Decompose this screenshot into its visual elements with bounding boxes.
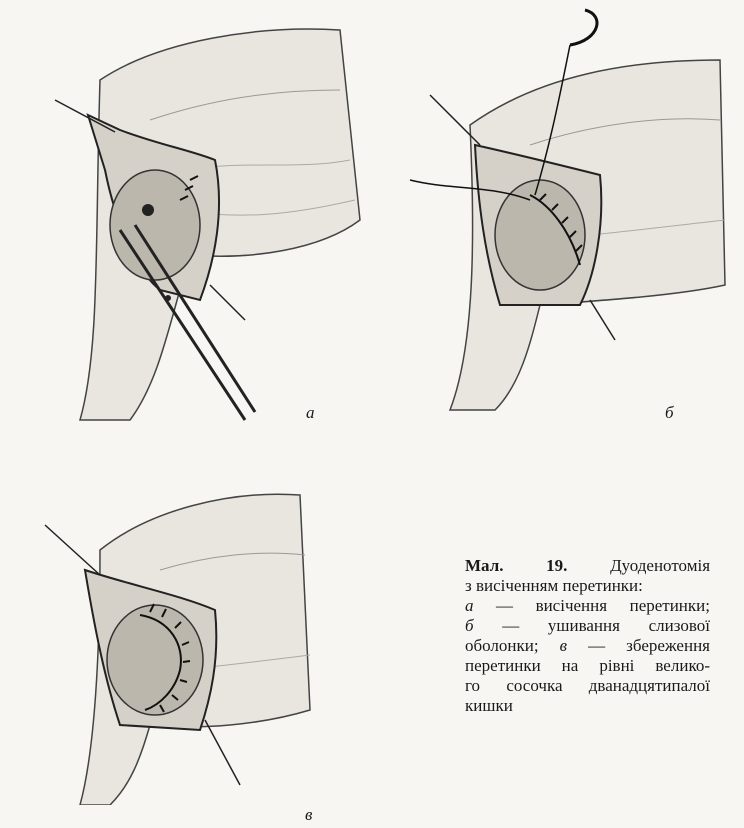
panel-label-c: в bbox=[305, 805, 313, 824]
caption-line-1 bbox=[465, 556, 710, 576]
caption-figure-number: Мал. 19. bbox=[465, 556, 568, 575]
caption-item-c-text: — збереження bbox=[588, 636, 710, 655]
caption-line-6: перетинки на рівні велико- bbox=[465, 656, 710, 675]
illustration-a-drawing bbox=[40, 20, 370, 430]
caption-item-c-letter: в bbox=[559, 636, 568, 655]
caption-item-b-letter: б bbox=[465, 616, 474, 635]
illustration-b-drawing bbox=[390, 5, 735, 415]
caption-line-2: з висіченням перетинки: bbox=[465, 576, 643, 595]
illustration-c-drawing bbox=[30, 470, 330, 805]
caption-item-a-text: — висічення перетинки; bbox=[496, 596, 710, 615]
caption-item-a bbox=[465, 596, 710, 616]
panel-label-b: б bbox=[665, 403, 674, 422]
illustration-a-excision bbox=[40, 20, 370, 430]
caption-item-b-text2: оболонки; bbox=[465, 636, 539, 655]
caption-title: Дуоденотомія bbox=[610, 556, 711, 575]
figure-caption bbox=[465, 556, 710, 716]
caption-item-a-letter: а bbox=[465, 596, 474, 615]
illustration-b-suturing bbox=[390, 5, 735, 415]
caption-item-b bbox=[465, 616, 710, 636]
panel-label-a: а bbox=[306, 403, 315, 422]
caption-item-b-text: — ушивання слизової bbox=[502, 616, 710, 635]
caption-line-8: кишки bbox=[465, 696, 513, 715]
caption-item-b-c bbox=[465, 636, 710, 656]
illustration-c-preservation bbox=[30, 470, 330, 805]
caption-line-7: го сосочка дванадцятипалої bbox=[465, 676, 710, 695]
